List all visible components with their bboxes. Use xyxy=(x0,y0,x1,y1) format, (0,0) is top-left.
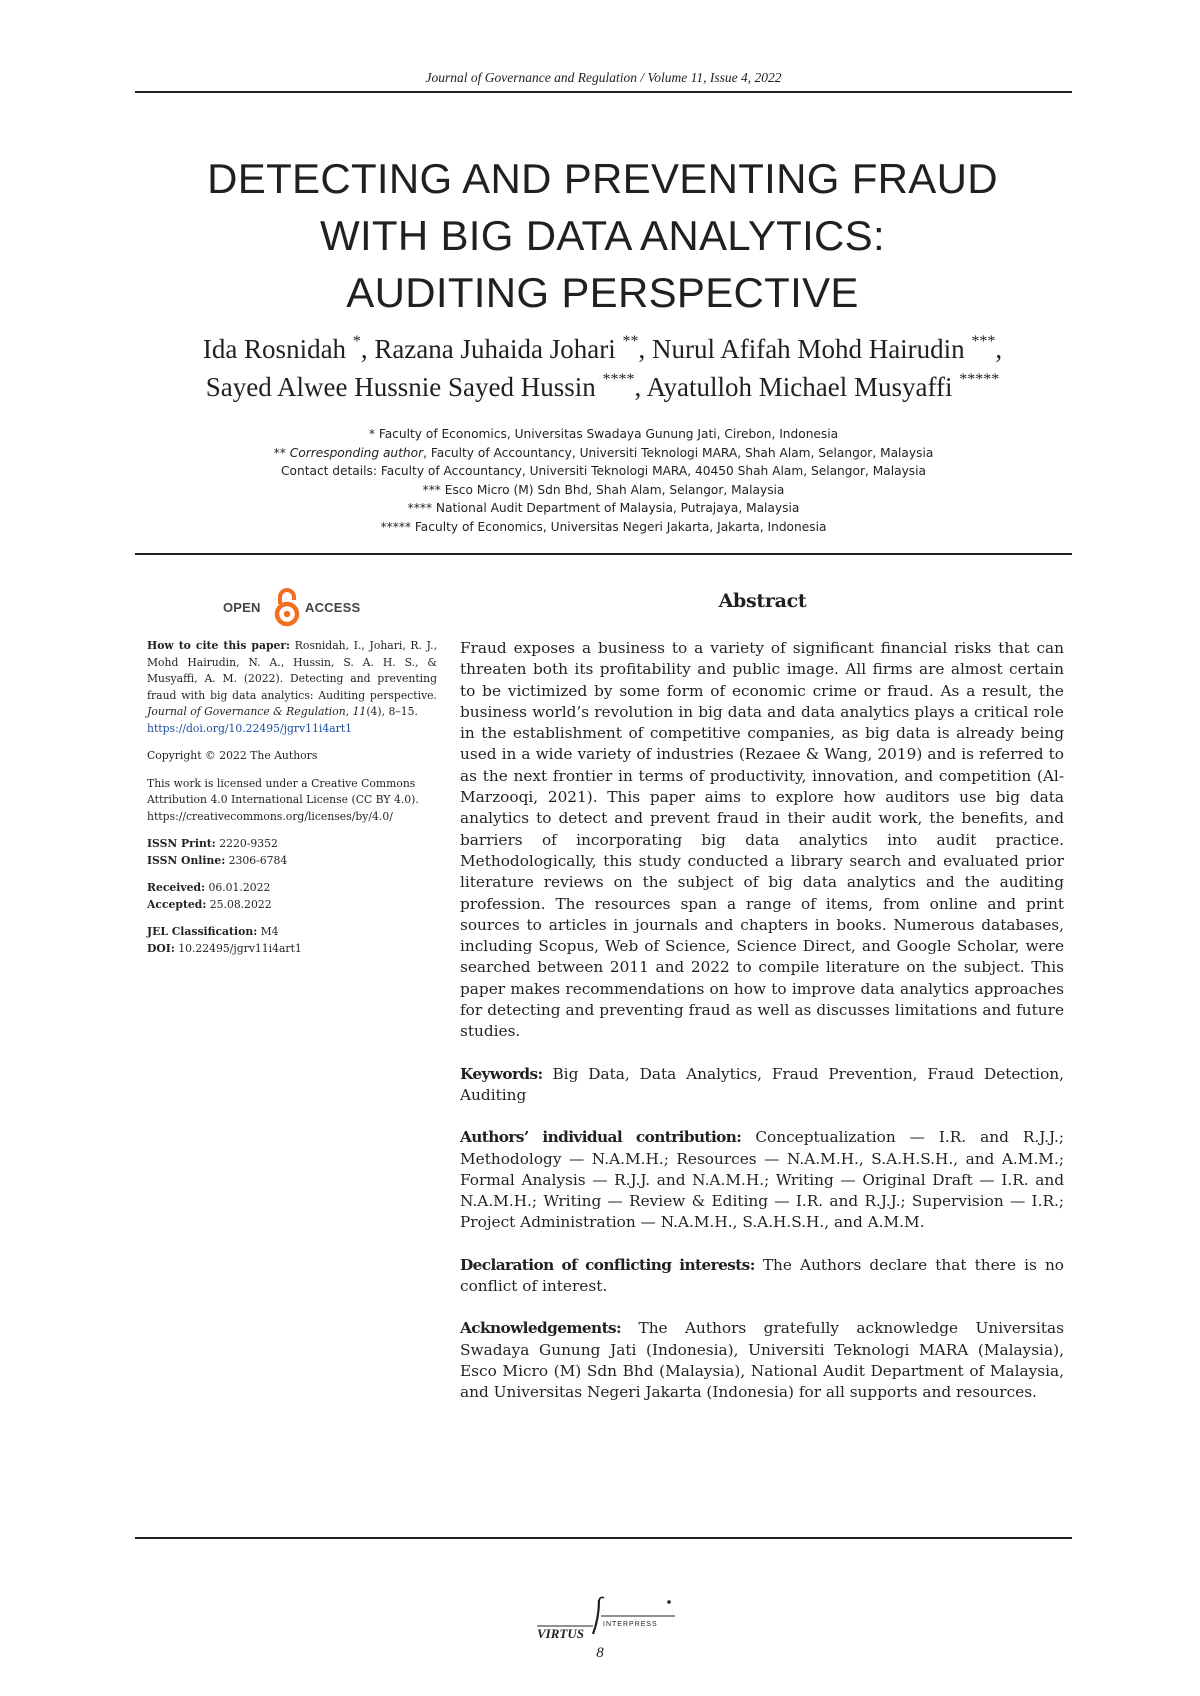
license-url[interactable]: https://creativecommons.org/licenses/by/4.0/ xyxy=(147,809,393,823)
author-mark: ** xyxy=(622,333,639,350)
title-line-2: WITH BIG DATA ANALYTICS: xyxy=(320,212,885,259)
virtus-interpress-logo-icon xyxy=(537,1594,677,1638)
doi-value: 10.22495/jgrv11i4art1 xyxy=(178,941,302,955)
author-name: Ida Rosnidah xyxy=(202,334,347,364)
classification-block xyxy=(147,924,437,957)
section-rule-bottom xyxy=(135,1537,1072,1539)
open-access-lock-icon xyxy=(272,587,302,627)
keywords-text: Big Data, Data Analytics, Fraud Prevention, Fraud Detection, Auditing xyxy=(460,1064,1064,1104)
logo-word: VIRTUS xyxy=(537,1626,584,1638)
affiliation-1: * Faculty of Economics, Universitas Swadaya Gunung Jati, Cirebon, Indonesia xyxy=(368,427,839,441)
acknowledgements-label: Acknowledgements: xyxy=(460,1319,622,1338)
abstract-body: Fraud exposes a business to a variety of significant financial risks that can threaten both its profitability and public image. All firms are almost certain to be victimized by some form of economic crime or fraud. As a result, the business world’s revolution in big data and data analytics plays a critical role in the establishment of competitive companies, as big data is already being used in a wide variety of industries (Rezaee & Wang, 2019) and is referred to as the next frontier in terms of productivity, innovation, and competition (Al-Marzooqi, 2021). This paper aims to explore how auditors use big data analytics to detect and prevent fraud in their audit work, the benefits, and barriers of incorporating big data analytics into audit practice. Methodologically, this study conducted a library search and evaluated prior literature reviews on the subject of big data analytics and the auditing profession. The resources span a range of items, from online and print sources to articles in journals and chapters in books. Numerous databases, including Scopus, Web of Science, Science Direct, and Google Scholar, were searched between 2011 and 2022 to compile literature on the subject. This paper makes recommendations on how to improve data analytics approaches for detecting and preventing fraud as well as discusses limitations and future studies. xyxy=(460,639,1064,1041)
cite-text: Rosnidah, I., Johari, R. J., Mohd Hairudin, N. A., Hussin, S. A. H. S., & Musyaffi, A. M. (2022). Detecting and preventing fraud with big data analytics: Auditing perspective. xyxy=(147,639,437,702)
header-rule xyxy=(135,91,1072,93)
license-text: This work is licensed under a Creative Commons Attribution 4.0 International License (CC BY 4.0). xyxy=(147,776,419,806)
citation-block xyxy=(147,638,437,737)
section-rule-top xyxy=(135,553,1072,555)
paper-title xyxy=(100,150,1105,321)
author-name: Razana Juhaida Johari xyxy=(374,334,616,364)
dates-block xyxy=(147,880,437,913)
author-name: Sayed Alwee Hussnie Sayed Hussin xyxy=(205,372,596,402)
acknowledgements-paragraph xyxy=(460,1318,1064,1403)
keywords-paragraph xyxy=(460,1064,1064,1107)
article-info-sidebar xyxy=(147,638,437,968)
contribution-paragraph xyxy=(460,1127,1064,1233)
affiliation-2 xyxy=(135,444,1072,463)
contact-details: Contact details: Faculty of Accountancy, Universiti Teknologi MARA, 40450 Shah Alam, Selangor, Malaysia xyxy=(281,464,926,478)
received-date: 06.01.2022 xyxy=(208,881,271,894)
keywords-label: Keywords: xyxy=(460,1064,543,1083)
issn-print: 2220-9352 xyxy=(219,837,278,850)
title-line-1: DETECTING AND PREVENTING FRAUD xyxy=(207,155,998,202)
conflict-label: Declaration of conflicting interests: xyxy=(460,1255,755,1274)
journal-running-header: Journal of Governance and Regulation / Volume 11, Issue 4, 2022 xyxy=(425,70,782,85)
author-mark: *** xyxy=(971,333,996,350)
author-separator: , xyxy=(995,334,1003,364)
conflict-paragraph xyxy=(460,1255,1064,1298)
author-separator: , xyxy=(638,334,652,364)
issn-block xyxy=(147,836,437,869)
received-label: Received: xyxy=(147,881,206,894)
doi-label: DOI: xyxy=(147,941,175,955)
page-number: 8 xyxy=(596,1645,604,1661)
publisher-logo xyxy=(537,1594,677,1638)
author-mark: ***** xyxy=(959,371,1000,388)
author-line-2 xyxy=(100,368,1105,406)
issn-print-label: ISSN Print: xyxy=(147,837,216,850)
corresponding-author-label: Corresponding author xyxy=(289,445,424,460)
open-access-right: ACCESS xyxy=(305,600,361,615)
logo-sub: INTERPRESS xyxy=(603,1621,658,1628)
affiliation-text: , Faculty of Accountancy, Universiti Teknologi MARA, Shah Alam, Selangor, Malaysia xyxy=(423,445,934,460)
open-access-logo xyxy=(215,587,395,623)
author-name: Ayatulloh Michael Musyaffi xyxy=(646,372,953,402)
accepted-label: Accepted: xyxy=(147,897,207,911)
affiliations xyxy=(135,425,1072,536)
author-list xyxy=(100,330,1105,406)
license-block xyxy=(147,776,437,826)
title-line-3: AUDITING PERSPECTIVE xyxy=(346,269,859,316)
acknowledgements-text: The Authors gratefully acknowledge Universitas Swadaya Gunung Jati (Indonesia), Universiti Teknologi MARA (Malaysia), Esco Micro (M) Sdn Bhd (Malaysia), National Audit Department of Malaysia, and Universitas Negeri Jakarta (Indonesia) for all supports and resources. xyxy=(460,1319,1064,1402)
abstract-section xyxy=(460,638,1064,1425)
contribution-text: Conceptualization — I.R. and R.J.J.; Methodology — N.A.M.H.; Resources — N.A.M.H., S.A.H.S.H., and A.M.M.; Formal Analysis — R.J.J. and N.A.M.H.; Writing — Original Draft — I.R. and N.A.M.H.; Writing — Review & Editing — I.R. and R.J.J.; Supervision — I.R.; Project Administration — N.A.M.H., S.A.H.S.H., and A.M.M. xyxy=(460,1128,1064,1232)
affiliation-3: *** Esco Micro (M) Sdn Bhd, Shah Alam, Selangor, Malaysia xyxy=(422,482,785,497)
author-mark: * xyxy=(352,333,361,350)
abstract-heading: Abstract xyxy=(718,590,807,612)
issn-online: 2306-6784 xyxy=(228,853,288,867)
cite-journal: Journal of Governance & Regulation, 11 xyxy=(147,705,367,718)
jel-label: JEL Classification: xyxy=(147,925,258,938)
affiliation-5: ***** Faculty of Economics, Universitas Negeri Jakarta, Jakarta, Indonesia xyxy=(380,519,827,534)
contribution-label: Authors’ individual contribution: xyxy=(460,1128,742,1147)
author-name: Nurul Afifah Mohd Hairudin xyxy=(651,334,965,364)
conflict-text: The Authors declare that there is no conflict of interest. xyxy=(460,1255,1065,1296)
copyright: Copyright © 2022 The Authors xyxy=(147,749,318,762)
cite-tail: (4), 8–15. xyxy=(366,705,418,718)
affiliation-mark: ** xyxy=(273,445,290,460)
issn-online-label: ISSN Online: xyxy=(147,853,226,867)
cite-label: How to cite this paper: xyxy=(147,639,291,652)
author-separator: , xyxy=(634,372,647,402)
accepted-date: 25.08.2022 xyxy=(209,897,272,911)
author-separator: , xyxy=(360,334,375,364)
doi-link[interactable]: https://doi.org/10.22495/jgrv11i4art1 xyxy=(147,721,353,735)
author-mark: **** xyxy=(602,371,635,388)
open-access-left: OPEN xyxy=(223,600,261,615)
affiliation-4: **** National Audit Department of Malaysia, Putrajaya, Malaysia xyxy=(407,501,800,515)
jel-code: M4 xyxy=(260,925,279,938)
author-line-1 xyxy=(100,330,1105,368)
